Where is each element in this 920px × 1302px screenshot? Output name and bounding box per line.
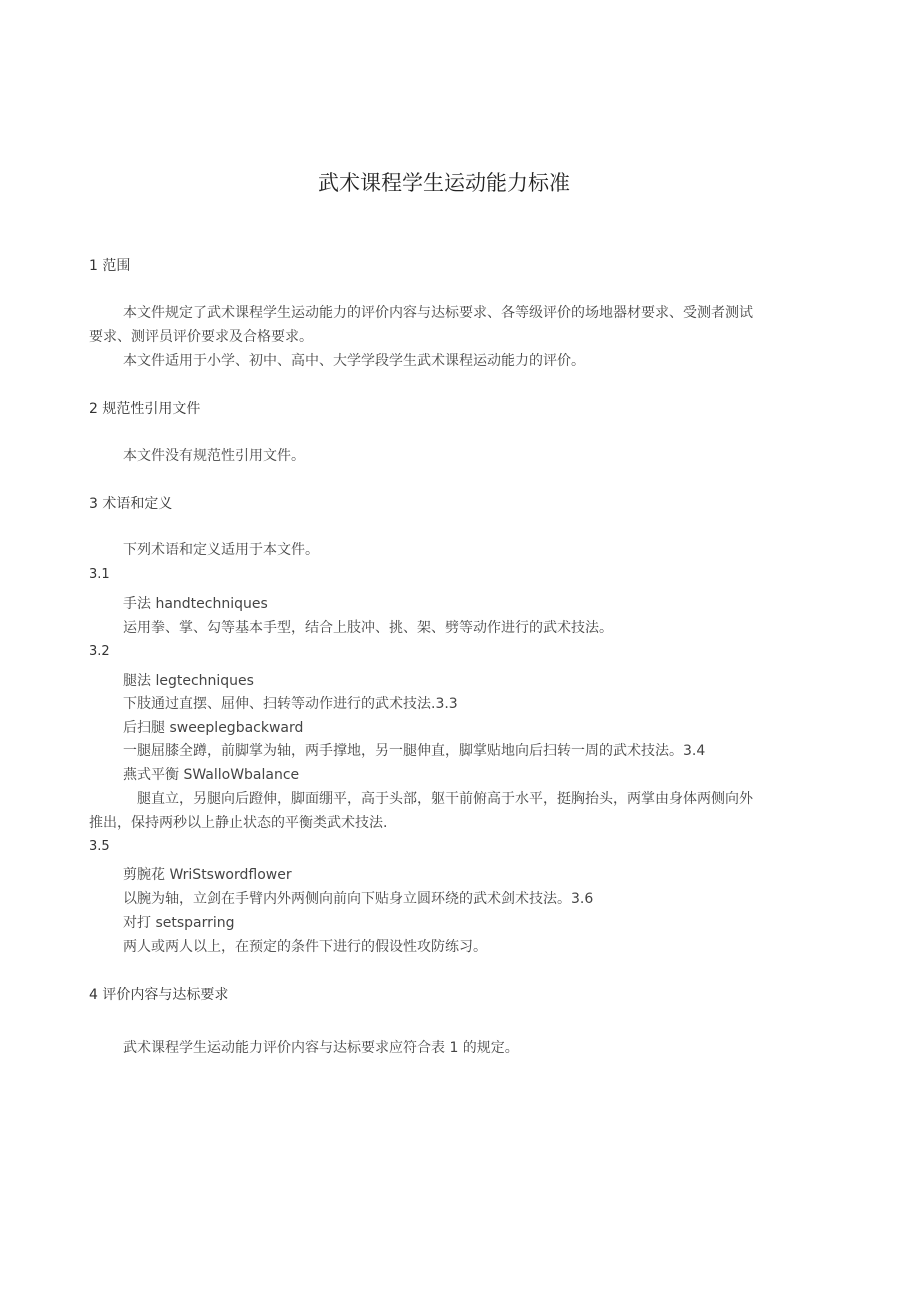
term-3-3: 后扫腿 sweeplegbackward (123, 720, 304, 736)
section-1-paragraph-1-line-2: 要求、测评员评价要求及合格要求。 (89, 329, 313, 345)
term-3-2: 腿法 legtechniques (123, 673, 254, 689)
section-2-paragraph: 本文件没有规范性引用文件。 (123, 448, 305, 464)
section-2-heading: 2 规范性引用文件 (89, 401, 201, 417)
definition-3-4-line-2: 推出，保持两秒以上静止状态的平衡类武术技法. (89, 815, 388, 831)
section-1-paragraph-2: 本文件适用于小学、初中、高中、大学学段学生武术课程运动能力的评价。 (123, 353, 585, 369)
term-3-6: 对打 setsparring (123, 915, 235, 931)
definition-3-6: 两人或两人以上，在预定的条件下进行的假设性攻防练习。 (123, 939, 487, 955)
definition-3-4-line-1: 腿直立，另腿向后蹬伸，脚面绷平，高于头部，躯干前俯高于水平，挺胸抬头，两掌由身体两侧向外 (137, 791, 753, 807)
definition-3-1: 运用拳、掌、勾等基本手型，结合上肢冲、挑、架、劈等动作进行的武术技法。 (123, 620, 613, 636)
document-title: 武术课程学生运动能力标准 (318, 171, 570, 195)
clause-3-5-number: 3.5 (89, 839, 110, 854)
definition-3-3: 一腿屈膝全蹲，前脚掌为轴，两手撑地，另一腿伸直，脚掌贴地向后扫转一周的武术技法。3.4 (123, 743, 706, 759)
section-1-paragraph-1-line-1: 本文件规定了武术课程学生运动能力的评价内容与达标要求、各等级评价的场地器材要求、受测者测试 (123, 305, 753, 321)
term-3-5: 剪腕花 WriStswordflower (123, 867, 292, 883)
section-4-heading: 4 评价内容与达标要求 (89, 987, 229, 1003)
term-3-4: 燕式平衡 SWalloWbalance (123, 767, 300, 783)
clause-3-2-number: 3.2 (89, 644, 110, 659)
clause-3-1-number: 3.1 (89, 567, 110, 582)
section-3-heading: 3 术语和定义 (89, 496, 173, 512)
definition-3-5: 以腕为轴，立剑在手臂内外两侧向前向下贴身立圆环绕的武术剑术技法。3.6 (123, 891, 594, 907)
term-3-1: 手法 handtechniques (123, 596, 268, 612)
section-4-paragraph: 武术课程学生运动能力评价内容与达标要求应符合表 1 的规定。 (123, 1040, 519, 1056)
definition-3-2: 下肢通过直摆、屈伸、扫转等动作进行的武术技法.3.3 (123, 696, 458, 712)
section-1-heading: 1 范围 (89, 258, 131, 274)
section-3-intro: 下列术语和定义适用于本文件。 (123, 542, 319, 558)
